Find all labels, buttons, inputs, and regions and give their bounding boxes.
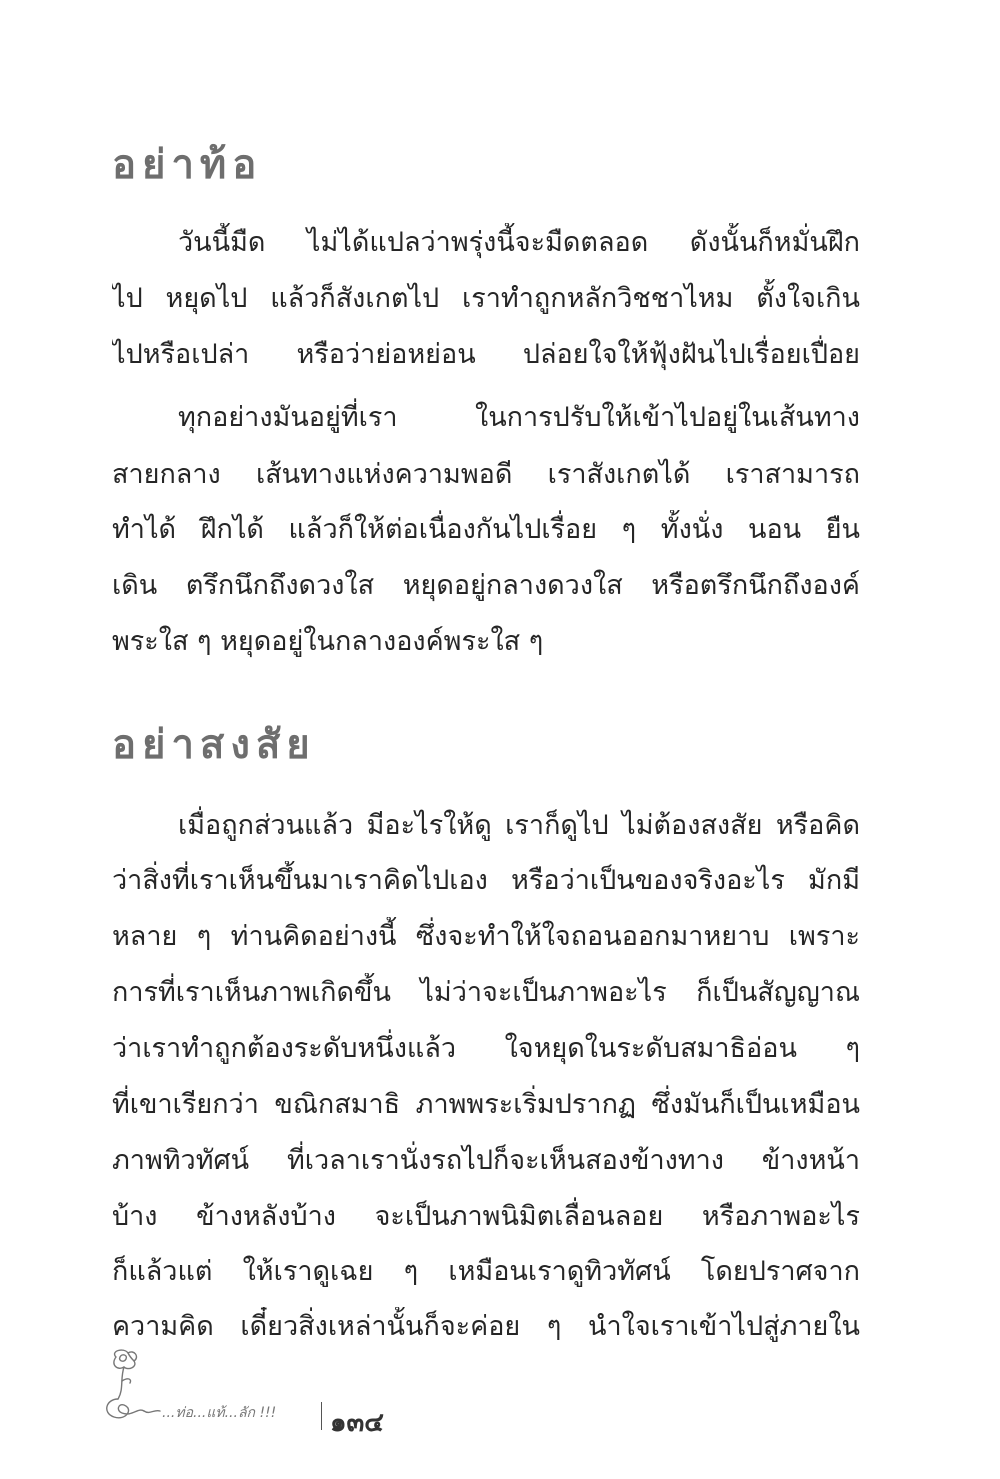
paragraph-line: ว่าเราทำถูกต้องระดับหนึ่งแล้ว ใจหยุดในระดับสมาธิอ่อน ๆ [112,1033,860,1064]
section-heading-dont-give-up: อย่าท้อ [112,142,263,188]
paragraph-line: ภาพทิวทัศน์ ที่เวลาเรานั่งรถไปก็จะเห็นสองข้างทาง ข้างหน้า [112,1145,860,1176]
signature-text: ...ท่อ...แท้...ลัก !!! [162,1405,277,1421]
paragraph-line: ก็แล้วแต่ ให้เราดูเฉย ๆ เหมือนเราดูทิวทัศน์ โดยปราศจาก [112,1256,860,1287]
paragraph-line: เมื่อถูกส่วนแล้ว มีอะไรให้ดู เราก็ดูไป ไม่ต้องสงสัย หรือคิด [178,810,860,841]
paragraph-line: การที่เราเห็นภาพเกิดขึ้น ไม่ว่าจะเป็นภาพอะไร ก็เป็นสัญญาณ [112,977,860,1008]
rose-signature-icon [98,1345,328,1430]
paragraph-line: ทุกอย่างมันอยู่ที่เรา ในการปรับให้เข้าไปอยู่ในเส้นทาง [178,402,860,433]
paragraph-line: หลาย ๆ ท่านคิดอย่างนี้ ซึ่งจะทำให้ใจถอนออกมาหยาบ เพราะ [112,921,860,952]
paragraph-line: ความคิด เดี๋ยวสิ่งเหล่านั้นก็จะค่อย ๆ นำใจเราเข้าไปสู่ภายใน [112,1311,860,1342]
page-number-divider [321,1402,322,1430]
paragraph-line: วันนี้มืด ไม่ได้แปลว่าพรุ่งนี้จะมืดตลอด ดังนั้นก็หมั่นฝึก [178,227,860,258]
paragraph-line: บ้าง ข้างหลังบ้าง จะเป็นภาพนิมิตเลื่อนลอย หรือภาพอะไร [112,1201,860,1232]
paragraph-line: ไปหรือเปล่า หรือว่าย่อหย่อน ปล่อยใจให้ฟุ้งฝันไปเรื่อยเปื่อย [112,339,860,370]
paragraph-line: พระใส ๆ หยุดอยู่ในกลางองค์พระใส ๆ [112,626,544,657]
section-heading-dont-doubt: อย่าสงสัย [112,722,316,768]
paragraph-line: สายกลาง เส้นทางแห่งความพอดี เราสังเกตได้ เราสามารถ [112,459,860,490]
page-number: ๑๓๔ [330,1408,384,1438]
paragraph-line: ทำได้ ฝึกได้ แล้วก็ให้ต่อเนื่องกันไปเรื่อย ๆ ทั้งนั่ง นอน ยืน [112,514,860,545]
paragraph-line: เดิน ตรึกนึกถึงดวงใส หยุดอยู่กลางดวงใส หรือตรึกนึกถึงองค์ [112,570,860,601]
paragraph-line: ว่าสิ่งที่เราเห็นขึ้นมาเราคิดไปเอง หรือว่าเป็นของจริงอะไร มักมี [112,865,860,896]
paragraph-line: ที่เขาเรียกว่า ขณิกสมาธิ ภาพพระเริ่มปรากฏ ซึ่งมันก็เป็นเหมือน [112,1089,860,1120]
paragraph-line: ไป หยุดไป แล้วก็สังเกตไป เราทำถูกหลักวิชชาไหม ตั้งใจเกิน [112,283,860,314]
